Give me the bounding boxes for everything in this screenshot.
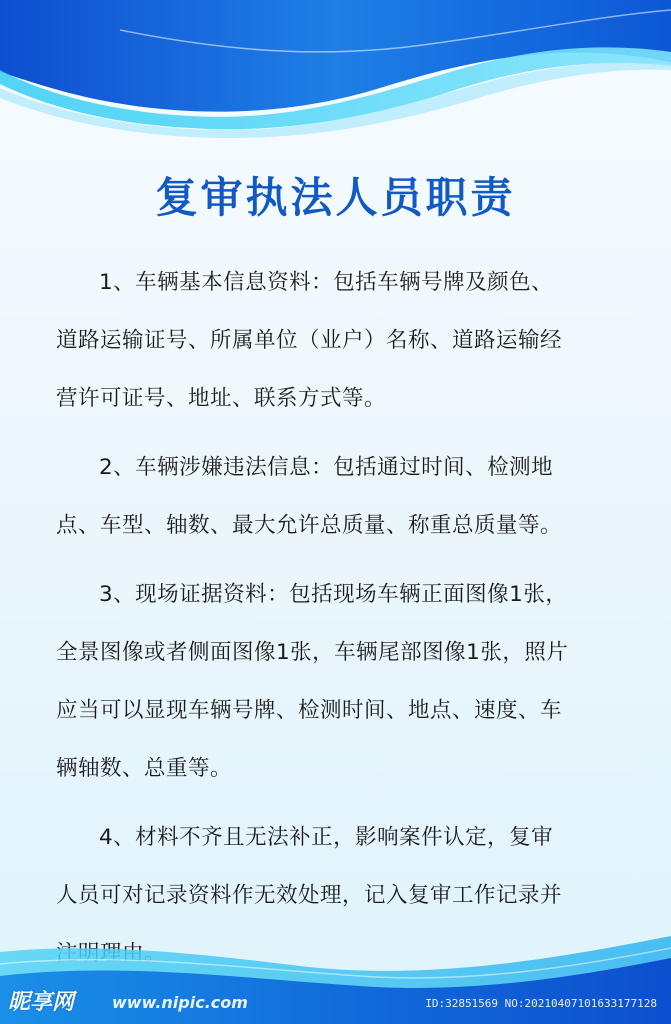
- paragraph-line: 营许可证号、地址、联系方式等。: [56, 386, 387, 411]
- paragraph-line: 3、现场证据资料：包括现场车辆正面图像1张，: [99, 582, 568, 607]
- paragraph-line: 辆轴数、总重等。: [56, 756, 233, 781]
- paragraph-line: 1、车辆基本信息资料：包括车辆号牌及颜色、: [99, 270, 554, 295]
- watermark-url: www.nipic.com: [112, 993, 248, 1012]
- paragraph-line: 2、车辆涉嫌违法信息：包括通过时间、检测地: [99, 455, 554, 480]
- duty-paragraph-3: [56, 566, 618, 798]
- page-title: 复审执法人员职责: [155, 173, 516, 222]
- paragraph-line: 全景图像或者侧面图像1张，车辆尾部图像1张，照片: [56, 640, 569, 665]
- duties-list: [56, 254, 618, 994]
- duty-paragraph-1: [56, 254, 618, 428]
- duty-paragraph-2: [56, 439, 618, 555]
- watermark-logo: 昵享网: [8, 990, 75, 1015]
- watermark-id: ID:32851569 NO:20210407101633177128: [425, 997, 657, 1010]
- paragraph-line: 应当可以显现车辆号牌、检测时间、地点、速度、车: [56, 698, 563, 723]
- paragraph-line: 点、车型、轴数、最大允许总质量、称重总质量等。: [56, 513, 563, 538]
- paragraph-line: 道路运输证号、所属单位（业户）名称、道路运输经: [56, 328, 563, 353]
- top-wave-decoration: [0, 0, 671, 140]
- paragraph-line: 4、材料不齐且无法补正，影响案件认定，复审: [99, 825, 554, 850]
- paragraph-line: 人员可对记录资料作无效处理，记入复审工作记录并: [56, 883, 563, 908]
